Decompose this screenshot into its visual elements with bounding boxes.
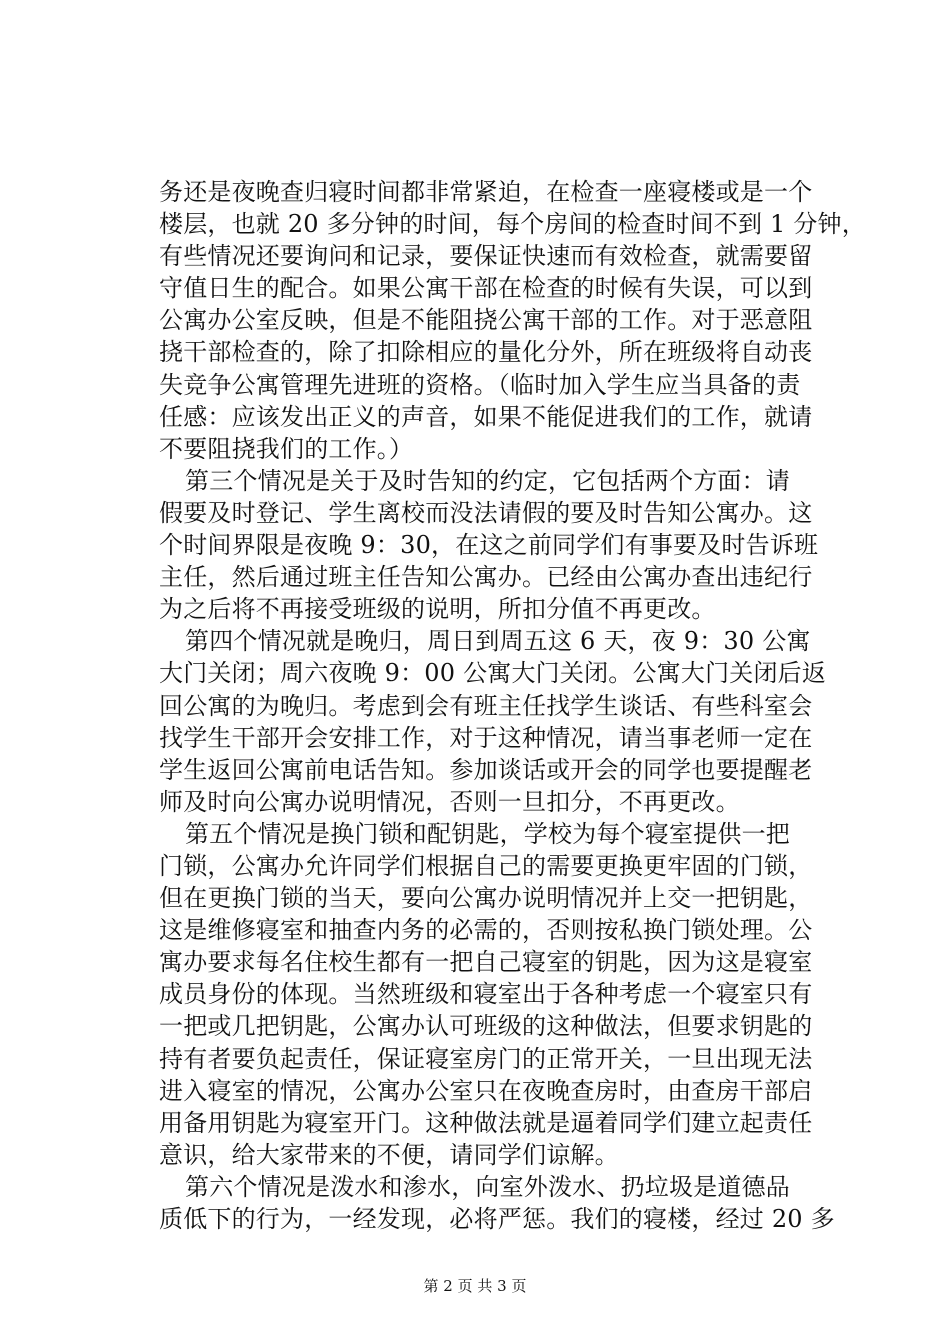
text-line: 大门关闭；周六夜晚 9：00 公寓大门关闭。公寓大门关闭后返 [159, 659, 827, 688]
text-line: 楼层，也就 20 多分钟的时间，每个房间的检查时间不到 1 分钟， [159, 210, 866, 239]
text-line: 学生返回公寓前电话告知。参加谈话或开会的同学也要提醒老 [159, 755, 813, 784]
text-line: 有些情况还要询问和记录，要保证快速而有效检查，就需要留 [159, 242, 813, 271]
paragraph-first-line: 第三个情况是关于及时告知的约定，它包括两个方面：请 [185, 466, 790, 495]
text-line: 师及时向公寓办说明情况，否则一旦扣分，不再更改。 [159, 787, 740, 816]
text-line: 假要及时登记、学生离校而没法请假的要及时告知公寓办。这 [159, 498, 813, 527]
text-line: 进入寝室的情况，公寓办公室只在夜晚查房时，由查房干部启 [159, 1076, 813, 1105]
paragraph-first-line: 第四个情况就是晚归，周日到周五这 6 天，夜 9：30 公寓 [185, 627, 811, 656]
text-line: 个时间界限是夜晚 9：30，在这之前同学们有事要及时告诉班 [159, 531, 819, 560]
text-line: 务还是夜晚查归寝时间都非常紧迫，在检查一座寝楼或是一个 [159, 178, 813, 206]
text-line: 这是维修寝室和抽查内务的必需的，否则按私换门锁处理。公 [159, 916, 813, 945]
text-line: 持有者要负起责任，保证寝室房门的正常开关，一旦出现无法 [159, 1044, 813, 1073]
text-line: 公寓办公室反映，但是不能阻挠公寓干部的工作。对于恶意阻 [159, 306, 813, 335]
text-line: 用备用钥匙为寝室开门。这种做法就是逼着同学们建立起责任 [159, 1108, 813, 1137]
paragraph-first-line: 第五个情况是换门锁和配钥匙，学校为每个寝室提供一把 [185, 819, 790, 848]
text-line: 不要阻挠我们的工作。） [159, 434, 414, 463]
page-number-label: 第 2 页 共 3 页 [423, 1277, 527, 1295]
text-line: 门锁，公寓办允许同学们根据自己的需要更换更牢固的门锁， [159, 851, 813, 880]
paragraph-first-line: 第六个情况是泼水和渗水，向室外泼水、扔垃圾是道德品 [185, 1172, 790, 1201]
text-line: 但在更换门锁的当天，要向公寓办说明情况并上交一把钥匙， [159, 884, 813, 913]
body-text [159, 176, 866, 1235]
text-line: 为之后将不再接受班级的说明，所扣分值不再更改。 [159, 595, 716, 624]
text-line: 意识，给大家带来的不便，请同学们谅解。 [159, 1140, 619, 1169]
text-line: 质低下的行为，一经发现，必将严惩。我们的寝楼，经过 20 多 [159, 1205, 835, 1233]
text-line: 成员身份的体现。当然班级和寝室出于各种考虑一个寝室只有 [159, 980, 813, 1009]
text-line: 挠干部检查的，除了扣除相应的量化分外，所在班级将自动丧 [159, 338, 813, 367]
text-line: 失竞争公寓管理先进班的资格。（临时加入学生应当具备的责 [159, 370, 801, 399]
text-line: 任感：应该发出正义的声音，如果不能促进我们的工作，就请 [159, 402, 813, 431]
text-line: 守值日生的配合。如果公寓干部在检查的时候有失误，可以到 [159, 274, 813, 303]
page-footer [0, 1276, 950, 1296]
text-line: 回公寓的为晚归。考虑到会有班主任找学生谈话、有些科室会 [159, 691, 813, 720]
text-line: 找学生干部开会安排工作，对于这种情况，请当事老师一定在 [159, 723, 813, 752]
text-line: 一把或几把钥匙，公寓办认可班级的这种做法，但要求钥匙的 [159, 1012, 813, 1041]
text-line: 寓办要求每名住校生都有一把自己寝室的钥匙，因为这是寝室 [159, 948, 813, 977]
text-line: 主任，然后通过班主任告知公寓办。已经由公寓办查出违纪行 [159, 563, 813, 592]
